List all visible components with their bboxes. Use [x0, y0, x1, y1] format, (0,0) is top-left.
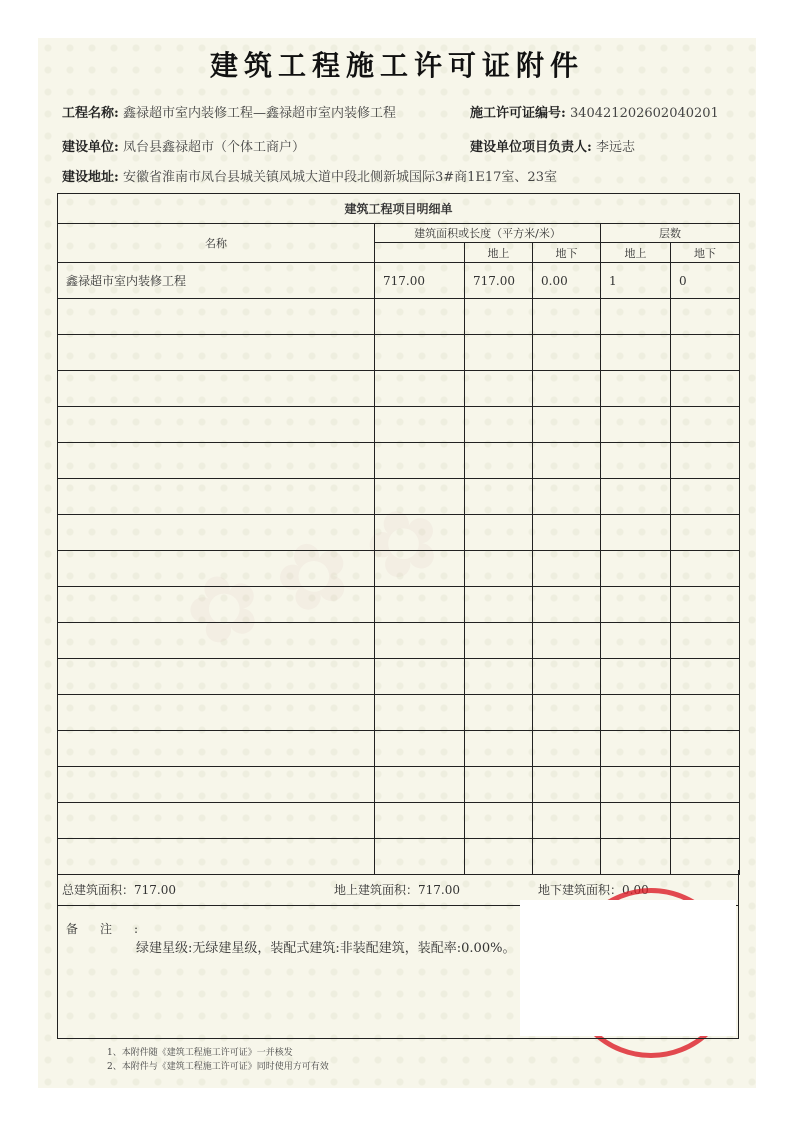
- page-title: 建筑工程施工许可证附件: [209, 49, 584, 82]
- address-row: [62, 166, 557, 185]
- table-row: [58, 551, 740, 587]
- responsible-row: [470, 136, 635, 155]
- row-area: 717.00: [375, 263, 465, 299]
- table-row: [58, 767, 740, 803]
- table-row: [58, 659, 740, 695]
- col-floors-header: 层数: [601, 224, 740, 243]
- floors-above-subheader: 地上: [601, 243, 671, 263]
- table-row: [58, 299, 740, 335]
- address-label: 建设地址:: [62, 170, 119, 185]
- row-area-above: 717.00: [465, 263, 533, 299]
- table-row: [58, 803, 740, 839]
- row-name: 鑫禄超市室内装修工程: [58, 263, 375, 299]
- table-row: [58, 623, 740, 659]
- project-detail-table: [57, 193, 740, 875]
- area-below-subheader: 地下: [533, 243, 601, 263]
- table-row: [58, 587, 740, 623]
- responsible-value: 李远志: [595, 140, 635, 155]
- table-row: [58, 407, 740, 443]
- row-floors-below: 0: [671, 263, 740, 299]
- project-name-label: 工程名称:: [62, 106, 119, 121]
- project-name-row: [62, 102, 396, 121]
- table-row: [58, 695, 740, 731]
- remarks-label: 备注:: [66, 922, 161, 936]
- project-name-value: 鑫禄超市室内装修工程—鑫禄超市室内装修工程: [122, 106, 396, 121]
- area-total-subheader: [375, 243, 465, 263]
- row-floors-above: 1: [601, 263, 671, 299]
- remarks-text: 绿建星级:无绿建星级，装配式建筑:非装配建筑，装配率:0.00%。: [136, 941, 516, 956]
- builder-value: 凤台县鑫禄超市（个体工商户）: [122, 140, 305, 155]
- table-row: [58, 731, 740, 767]
- background-watermark: ✿✿✿: [170, 474, 476, 671]
- builder-label: 建设单位:: [62, 140, 119, 155]
- note-1: 1、本附件随《建筑工程施工许可证》一并核发: [107, 1048, 293, 1058]
- total-area: 总建筑面积：717.00: [62, 883, 176, 897]
- table-row: [58, 443, 740, 479]
- col-area-header: 建筑面积或长度（平方米/米）: [375, 224, 601, 243]
- permit-no-row: [470, 102, 719, 121]
- table-row: [58, 335, 740, 371]
- table-row: [58, 515, 740, 551]
- table-row: [58, 479, 740, 515]
- area-above-subheader: 地上: [465, 243, 533, 263]
- above-ground-area: 地上建筑面积：717.00: [334, 883, 460, 897]
- below-ground-area: 地下建筑面积：0.00: [538, 883, 649, 897]
- row-area-below: 0.00: [533, 263, 601, 299]
- table-caption: 建筑工程项目明细单: [58, 194, 740, 224]
- redacted-area: [520, 900, 736, 1036]
- col-name-header: 名称: [58, 224, 375, 263]
- permit-no-label: 施工许可证编号:: [470, 106, 566, 121]
- table-row: [58, 371, 740, 407]
- floors-below-subheader: 地下: [671, 243, 740, 263]
- note-2: 2、本附件与《建筑工程施工许可证》同时使用方可有效: [107, 1062, 329, 1072]
- table-row: [58, 263, 740, 299]
- responsible-label: 建设单位项目负责人:: [470, 140, 592, 155]
- permit-no-value: 340421202602040201: [569, 106, 719, 121]
- address-value: 安徽省淮南市凤台县城关镇凤城大道中段北侧新城国际3#商1E17室、23室: [122, 170, 557, 185]
- builder-row: [62, 136, 305, 155]
